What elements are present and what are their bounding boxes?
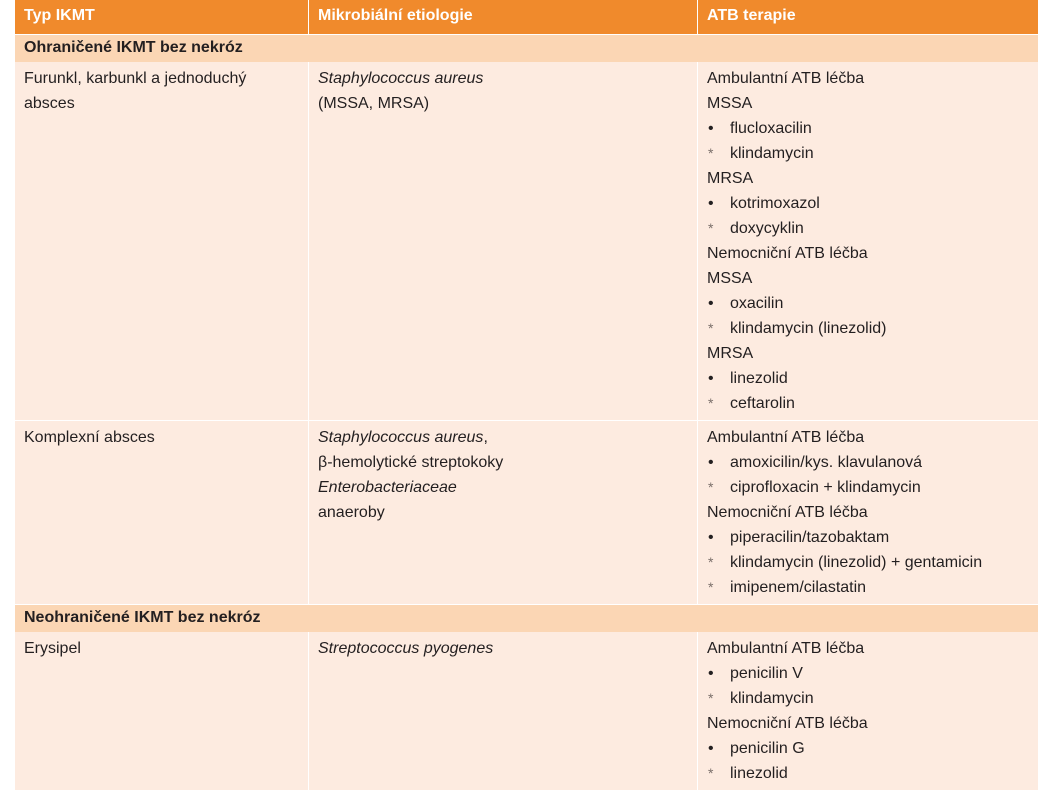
therapy-bullet-item [707,366,1029,391]
etiology-line [318,500,688,525]
cell-therapy [697,62,1038,420]
therapy-bullet-item [707,525,1029,550]
cell-therapy [697,421,1038,604]
asterisk-icon: * [708,690,714,706]
bullet-icon: • [708,195,714,212]
therapy-drug: amoxicilin/kys. klavulanová [730,454,923,471]
therapy-alt-item [707,686,1029,711]
therapy-heading: Ambulantní ATB léčba [707,640,865,657]
therapy-bullet-item [707,116,1029,141]
etiology-line [318,475,688,500]
therapy-alt-item [707,216,1029,241]
bullet-icon: • [708,665,714,682]
asterisk-icon: * [708,395,714,411]
therapy-drug: klindamycin [730,145,814,162]
therapy-heading: Nemocniční ATB léčba [707,245,868,262]
bullet-icon: • [708,740,714,757]
etiology-line [318,425,688,450]
therapy-drug: linezolid [730,765,788,782]
etiology-text: Streptococcus pyogenes [318,640,494,657]
bullet-icon: • [708,529,714,546]
asterisk-icon: * [708,579,714,595]
etiology-text: anaeroby [318,504,385,521]
therapy-alt-item [707,475,1029,500]
type-line: Furunkl, karbunkl a jednoduchý [24,70,247,87]
therapy-heading: Ambulantní ATB léčba [707,70,865,87]
therapy-heading: MRSA [707,345,754,362]
therapy-heading: Ambulantní ATB léčba [707,429,865,446]
header-therapy: ATB terapie [697,0,1038,34]
asterisk-icon: * [708,320,714,336]
therapy-drug: klindamycin [730,690,814,707]
etiology-text: (MSSA, MRSA) [318,95,430,112]
section-header: Ohraničené IKMT bez nekróz [15,34,1038,62]
cell-type [15,421,308,604]
asterisk-icon: * [708,765,714,781]
therapy-drug: klindamycin (linezolid) [730,320,887,337]
cell-type [15,632,308,790]
therapy-drug: doxycyklin [730,220,804,237]
etiology-line [318,450,688,475]
table-row [15,62,1038,420]
therapy-alt-item [707,550,1029,575]
etiology-line [318,636,688,661]
therapy-drug: penicilin V [730,665,803,682]
therapy-drug: flucloxacilin [730,120,812,137]
type-line: absces [24,95,75,112]
therapy-alt-item [707,391,1029,416]
bullet-icon: • [708,295,714,312]
therapy-drug: ciprofloxacin + klindamycin [730,479,921,496]
therapy-alt-item [707,575,1029,600]
cell-etiology [308,632,697,790]
therapy-drug: piperacilin/tazobaktam [730,529,890,546]
therapy-drug: ceftarolin [730,395,795,412]
bullet-icon: • [708,454,714,471]
therapy-heading: MSSA [707,95,753,112]
therapy-alt-item [707,761,1029,786]
therapy-drug: imipenem/cilastatin [730,579,867,596]
etiology-line [318,66,688,91]
asterisk-icon: * [708,554,714,570]
therapy-bullet-item [707,191,1029,216]
etiology-text: β-hemolytické streptokoky [318,454,504,471]
cell-etiology [308,62,697,420]
asterisk-icon: * [708,479,714,495]
header-type: Typ IKMT [24,7,95,24]
therapy-alt-item [707,141,1029,166]
therapy-bullet-item [707,736,1029,761]
header-etiology: Mikrobiální etiologie [308,0,697,34]
etiology-line [318,91,688,116]
therapy-bullet-item [707,661,1029,686]
etiology-suffix: , [483,429,488,446]
section-header: Neohraničené IKMT bez nekróz [15,604,1038,632]
therapy-drug: klindamycin (linezolid) + gentamicin [730,554,983,571]
therapy-heading: Nemocniční ATB léčba [707,715,868,732]
therapy-heading: MRSA [707,170,754,187]
therapy-drug: linezolid [730,370,788,387]
table-row [15,420,1038,604]
cell-type [15,62,308,420]
therapy-drug: penicilin G [730,740,805,757]
bullet-icon: • [708,120,714,137]
therapy-bullet-item [707,291,1029,316]
asterisk-icon: * [708,145,714,161]
type-line: Erysipel [24,640,81,657]
type-line: Komplexní absces [24,429,155,446]
therapy-heading: Nemocniční ATB léčba [707,504,868,521]
cell-therapy [697,632,1038,790]
therapy-drug: oxacilin [730,295,784,312]
therapy-alt-item [707,316,1029,341]
asterisk-icon: * [708,220,714,236]
etiology-text: Enterobacteriaceae [318,479,457,496]
antibiotic-table [15,0,1038,790]
bullet-icon: • [708,370,714,387]
therapy-heading: MSSA [707,270,753,287]
etiology-text: Staphylococcus aureus [318,70,484,87]
table-body [15,34,1038,790]
etiology-text: Staphylococcus aureus [318,429,484,446]
therapy-drug: kotrimoxazol [730,195,820,212]
therapy-bullet-item [707,450,1029,475]
table-header [15,0,1038,34]
table-row [15,632,1038,790]
cell-etiology [308,421,697,604]
